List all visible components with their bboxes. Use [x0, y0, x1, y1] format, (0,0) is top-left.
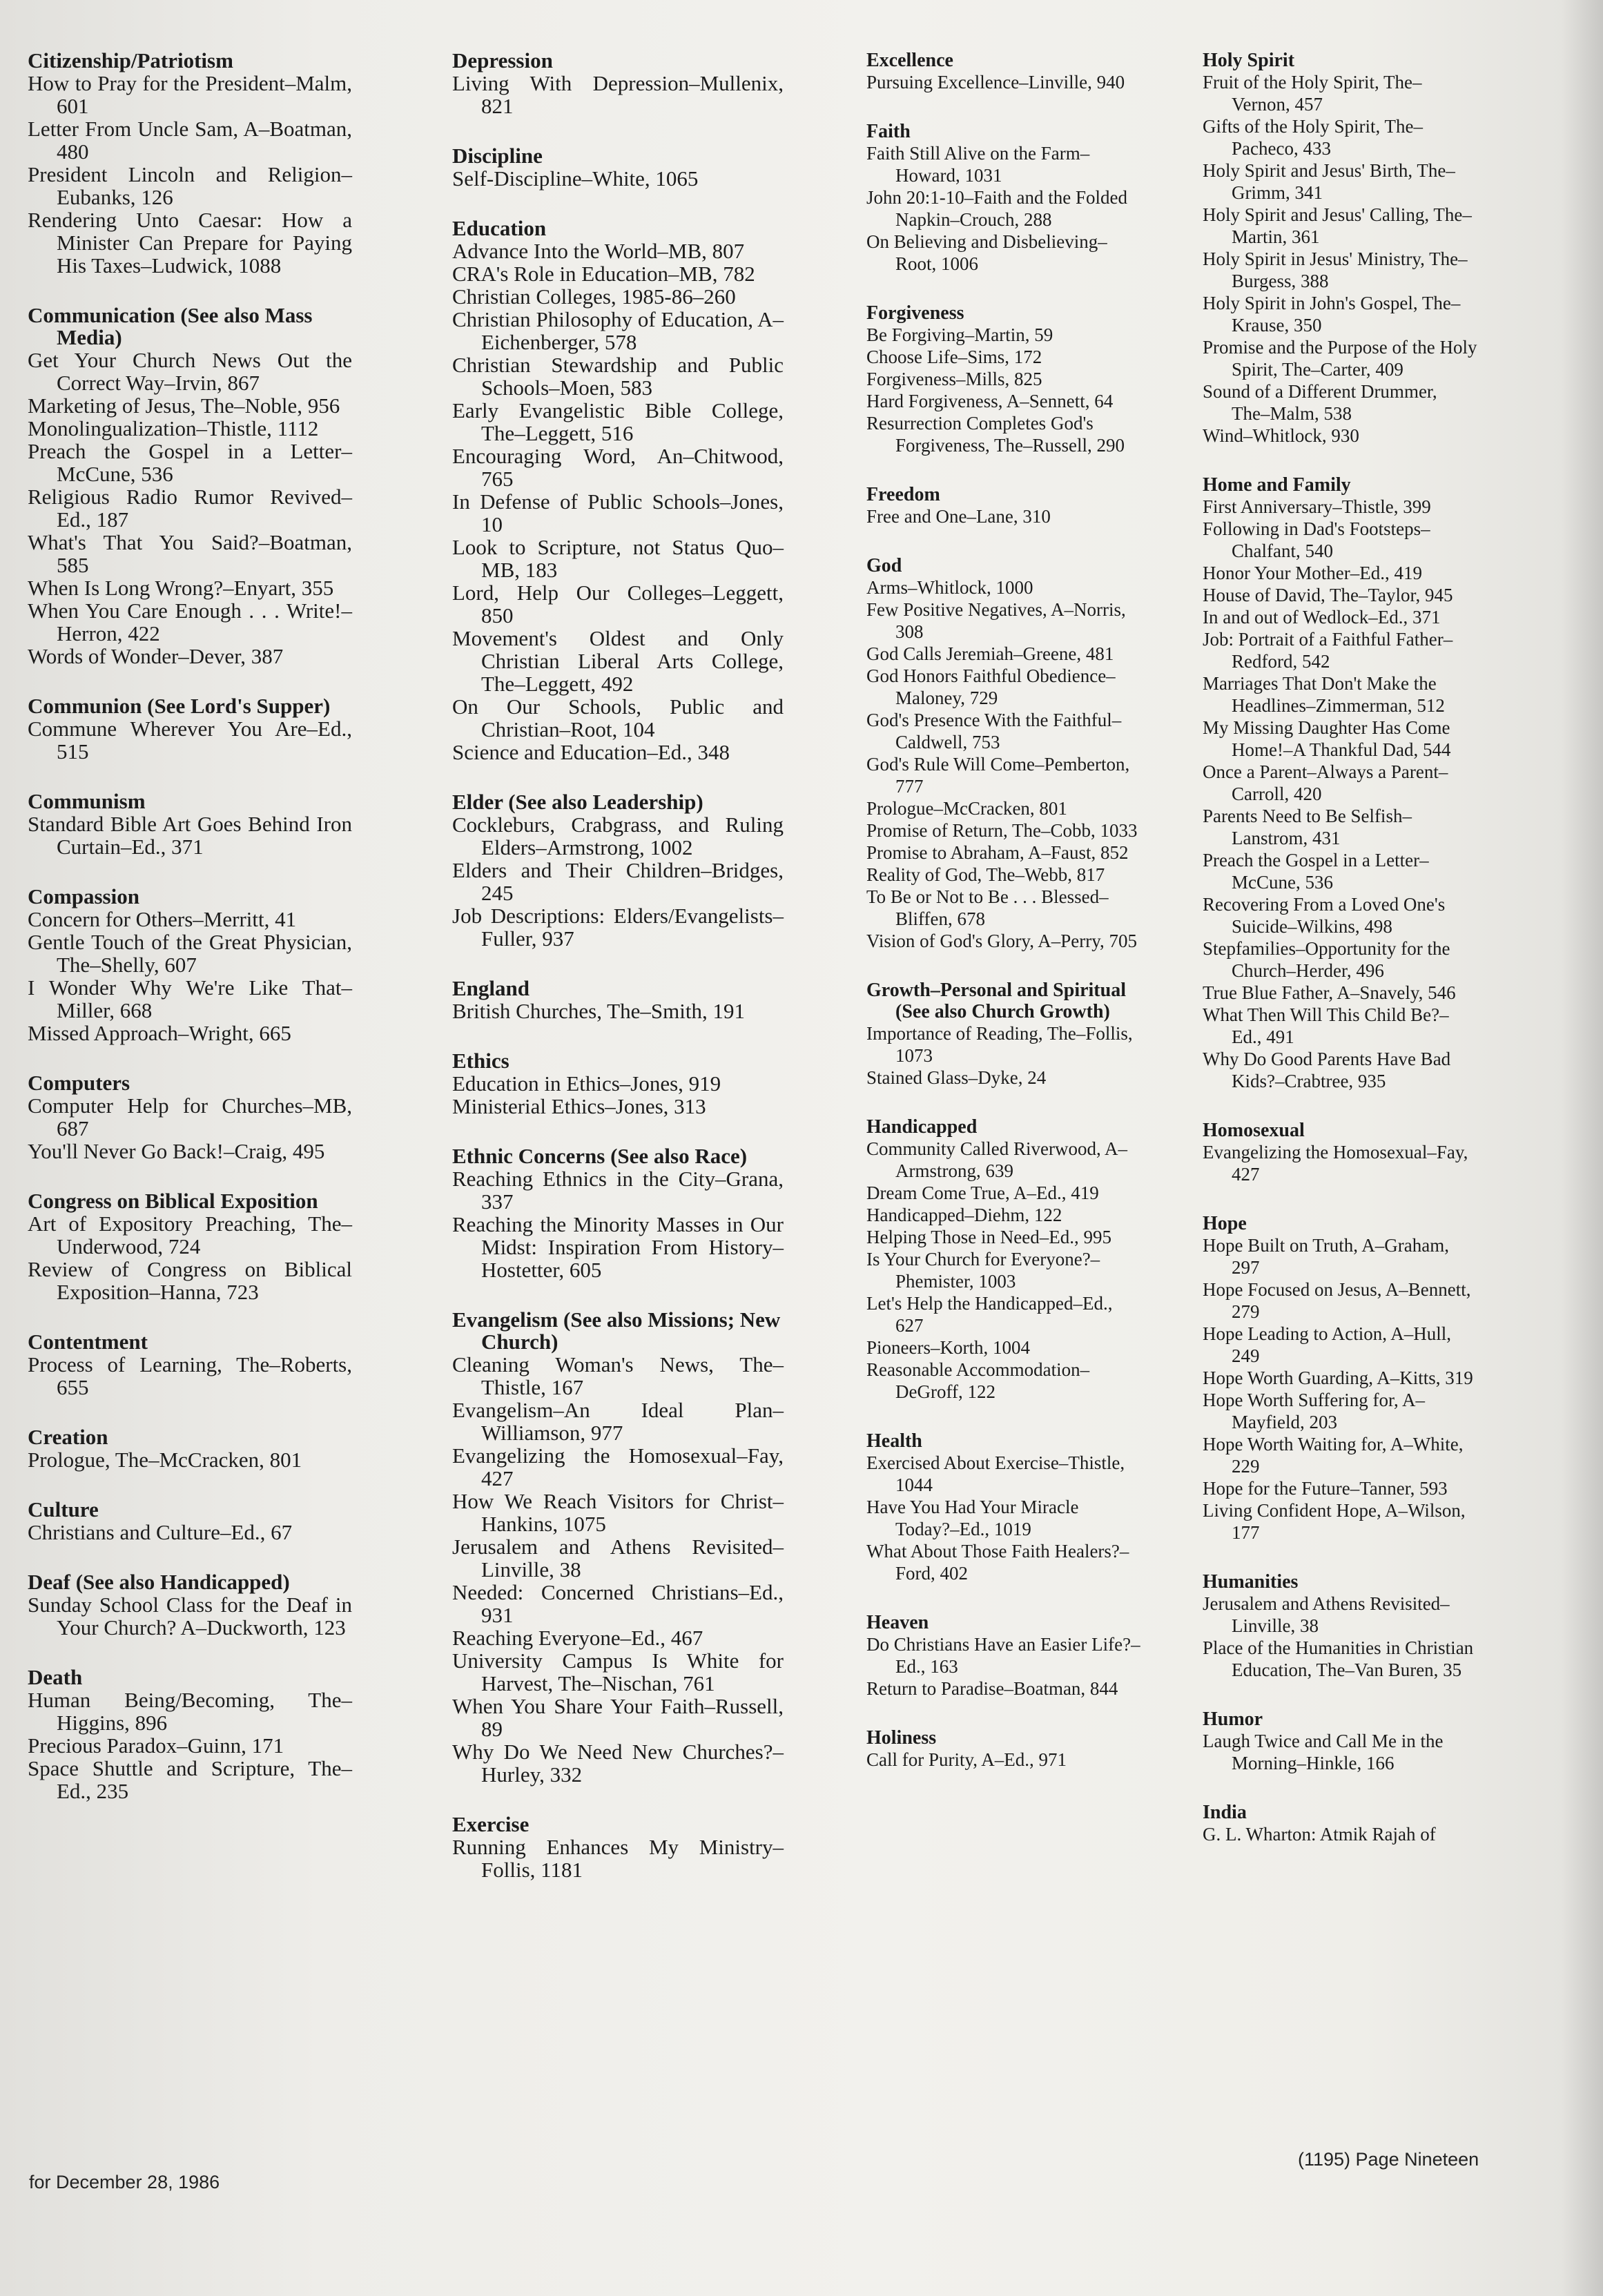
index-section: [1203, 474, 1479, 1092]
index-entry: Words of Wonder–Dever, 387: [28, 644, 284, 668]
index-entry: Following in Dad's Footsteps–Chalfant, 540: [1203, 518, 1430, 561]
index-entry: University Campus Is White for Harvest, The–Nischan, 761: [452, 1648, 784, 1695]
index-section: [452, 1309, 784, 1786]
index-entry: Free and One–Lane, 310: [866, 506, 1051, 527]
section-heading: Home and Family: [1203, 474, 1351, 496]
index-entry: On Our Schools, Public and Christian–Root, 104: [452, 694, 784, 741]
index-section: [28, 886, 352, 1044]
index-section: [28, 790, 352, 858]
index-entry: Review of Congress on Biblical Exposition–Hanna, 723: [28, 1257, 352, 1304]
section-heading: Faith: [866, 121, 911, 142]
page-number: (1195) Page Nineteen: [1298, 2149, 1479, 2170]
index-entry: Promise and the Purpose of the Holy Spirit, The–Carter, 409: [1203, 337, 1477, 380]
index-entry: Wind–Whitlock, 930: [1203, 425, 1359, 446]
index-entry: Call for Purity, A–Ed., 971: [866, 1749, 1067, 1770]
section-heading: Evangelism (See also Missions; New Church): [452, 1307, 781, 1354]
section-heading: India: [1203, 1802, 1247, 1823]
index-section: [28, 1499, 352, 1544]
index-section: [28, 1666, 352, 1802]
index-entry: How We Reach Visitors for Christ–Hankins, 1075: [452, 1489, 784, 1536]
index-entry: Choose Life–Sims, 172: [866, 347, 1042, 367]
index-entry: Arms–Whitlock, 1000: [866, 577, 1033, 598]
index-entry: Standard Bible Art Goes Behind Iron Curtain–Ed., 371: [28, 812, 352, 859]
index-entry: God's Presence With the Faithful–Caldwell, 753: [866, 710, 1122, 752]
index-entry: Reaching Everyone–Ed., 467: [452, 1626, 703, 1650]
index-entry: Promise of Return, The–Cobb, 1033: [866, 820, 1138, 841]
index-entry: When You Care Enough . . . Write!–Herron, 422: [28, 599, 352, 645]
index-entry: Let's Help the Handicapped–Ed., 627: [866, 1293, 1113, 1336]
index-entry: Christian Stewardship and Public Schools–Moen, 583: [452, 353, 784, 400]
index-section: [28, 1190, 352, 1303]
index-entry: Religious Radio Rumor Revived–Ed., 187: [28, 485, 352, 532]
index-entry: Commune Wherever You Are–Ed., 515: [28, 717, 352, 763]
index-section: [1203, 1213, 1479, 1544]
page-edge-shadow: [1562, 0, 1603, 2296]
section-heading: Death: [28, 1665, 83, 1689]
section-heading: Health: [866, 1430, 922, 1452]
index-entry: Missed Approach–Wright, 665: [28, 1021, 291, 1045]
section-heading: Holiness: [866, 1727, 937, 1749]
section-heading: Contentment: [28, 1330, 148, 1354]
index-entry: Handicapped–Diehm, 122: [866, 1205, 1062, 1225]
index-entry: Holy Spirit and Jesus' Birth, The–Grimm, 341: [1203, 160, 1455, 203]
index-entry: How to Pray for the President–Malm, 601: [28, 71, 352, 118]
index-entry: Holy Spirit and Jesus' Calling, The–Martin, 361: [1203, 204, 1472, 247]
index-section: [866, 1727, 1143, 1771]
index-section: [452, 1145, 784, 1281]
index-entry: Living With Depression–Mullenix, 821: [452, 71, 784, 118]
section-heading: Forgiveness: [866, 302, 964, 324]
index-section: [28, 695, 352, 763]
index-entry: Hope Worth Suffering for, A–Mayfield, 203: [1203, 1390, 1425, 1432]
section-heading: Citizenship/Patriotism: [28, 48, 233, 72]
section-heading: Compassion: [28, 884, 139, 908]
index-entry: God Honors Faithful Obedience–Maloney, 729: [866, 665, 1116, 708]
index-entry: Prologue, The–McCracken, 801: [28, 1448, 302, 1472]
index-entry: What About Those Faith Healers?–Ford, 402: [866, 1541, 1129, 1584]
index-entry: Gentle Touch of the Great Physician, The–Shelly, 607: [28, 930, 352, 977]
index-entry: Look to Scripture, not Status Quo–MB, 183: [452, 535, 784, 582]
index-section: [28, 304, 352, 668]
index-entry: British Churches, The–Smith, 191: [452, 999, 745, 1023]
index-entry: Helping Those in Need–Ed., 995: [866, 1227, 1111, 1247]
index-entry: Hope Worth Waiting for, A–White, 229: [1203, 1434, 1464, 1477]
index-entry: Letter From Uncle Sam, A–Boatman, 480: [28, 117, 352, 164]
index-section: [866, 50, 1143, 93]
section-heading: Homosexual: [1203, 1120, 1305, 1141]
index-section: [866, 1116, 1143, 1403]
index-section: [28, 1072, 352, 1162]
index-section: [1203, 1709, 1479, 1774]
index-entry: Job: Portrait of a Faithful Father–Redford, 542: [1203, 629, 1453, 672]
index-entry: Ministerial Ethics–Jones, 313: [452, 1094, 706, 1118]
section-heading: Handicapped: [866, 1116, 978, 1138]
index-entry: Sunday School Class for the Deaf in Your Church? A–Duckworth, 123: [28, 1593, 352, 1640]
index-entry: Hope Leading to Action, A–Hull, 249: [1203, 1323, 1451, 1366]
index-entry: Is Your Church for Everyone?–Phemister, 1003: [866, 1249, 1100, 1292]
index-entry: Self-Discipline–White, 1065: [452, 166, 699, 191]
index-entry: Encouraging Word, An–Chitwood, 765: [452, 444, 784, 491]
index-entry: Faith Still Alive on the Farm–Howard, 1031: [866, 143, 1090, 186]
index-entry: Stained Glass–Dyke, 24: [866, 1067, 1047, 1088]
index-entry: Place of the Humanities in Christian Education, The–Van Buren, 35: [1203, 1637, 1474, 1680]
index-entry: Evangelizing the Homosexual–Fay, 427: [1203, 1142, 1468, 1185]
index-entry: When Is Long Wrong?–Enyart, 355: [28, 576, 334, 600]
index-entry: Process of Learning, The–Roberts, 655: [28, 1352, 352, 1399]
index-section: [1203, 1120, 1479, 1185]
section-heading: Creation: [28, 1425, 108, 1449]
index-entry: Education in Ethics–Jones, 919: [452, 1071, 721, 1096]
index-section: [866, 121, 1143, 275]
section-heading: Computers: [28, 1071, 130, 1095]
index-section: [866, 302, 1143, 456]
index-entry: Computer Help for Churches–MB, 687: [28, 1093, 352, 1140]
index-entry: Promise to Abraham, A–Faust, 852: [866, 842, 1129, 863]
index-entry: Science and Education–Ed., 348: [452, 740, 730, 764]
index-entry: I Wonder Why We're Like That–Miller, 668: [28, 975, 352, 1022]
index-entry: CRA's Role in Education–MB, 782: [452, 262, 755, 286]
index-entry: On Believing and Disbelieving–Root, 1006: [866, 231, 1107, 274]
index-entry: Running Enhances My Ministry–Follis, 1181: [452, 1835, 784, 1882]
index-entry: Vision of God's Glory, A–Perry, 705: [866, 931, 1137, 951]
index-entry: Dream Come True, A–Ed., 419: [866, 1183, 1099, 1203]
index-entry: Preach the Gospel in a Letter–McCune, 536: [28, 439, 352, 486]
index-section: [28, 1331, 352, 1399]
index-section: [28, 1571, 352, 1639]
index-entry: Concern for Others–Merritt, 41: [28, 907, 297, 931]
index-entry: What's That You Said?–Boatman, 585: [28, 530, 352, 577]
index-entry: Have You Had Your Miracle Today?–Ed., 1019: [866, 1497, 1079, 1539]
index-entry: Preach the Gospel in a Letter–McCune, 536: [1203, 850, 1429, 893]
index-entry: Exercised About Exercise–Thistle, 1044: [866, 1452, 1125, 1495]
index-section: [452, 1050, 784, 1118]
index-entry: What Then Will This Child Be?–Ed., 491: [1203, 1004, 1449, 1047]
index-entry: Rendering Unto Caesar: How a Minister Can Prepare for Paying His Taxes–Ludwick, 1088: [28, 208, 352, 278]
index-entry: Once a Parent–Always a Parent–Carroll, 420: [1203, 761, 1448, 804]
index-entry: Hope Focused on Jesus, A–Bennett, 279: [1203, 1279, 1471, 1322]
section-heading: England: [452, 976, 530, 1000]
index-entry: Jerusalem and Athens Revisited–Linville, 38: [1203, 1593, 1450, 1636]
index-entry: Importance of Reading, The–Follis, 1073: [866, 1023, 1133, 1066]
index-entry: You'll Never Go Back!–Craig, 495: [28, 1139, 325, 1163]
index-entry: When You Share Your Faith–Russell, 89: [452, 1694, 784, 1741]
section-heading: Depression: [452, 48, 553, 72]
section-heading: Freedom: [866, 484, 940, 505]
index-section: [28, 50, 352, 277]
index-entry: Marriages That Don't Make the Headlines–Zimmerman, 512: [1203, 673, 1445, 716]
index-entry: Be Forgiving–Martin, 59: [866, 324, 1053, 345]
index-entry: Parents Need to Be Selfish–Lanstrom, 431: [1203, 806, 1412, 848]
index-entry: Gifts of the Holy Spirit, The–Pacheco, 433: [1203, 116, 1423, 159]
index-entry: Needed: Concerned Christians–Ed., 931: [452, 1580, 784, 1627]
index-entry: Space Shuttle and Scripture, The–Ed., 235: [28, 1756, 352, 1803]
section-heading: Ethics: [452, 1049, 509, 1073]
index-entry: God's Rule Will Come–Pemberton, 777: [866, 754, 1130, 797]
index-entry: Laugh Twice and Call Me in the Morning–Hinkle, 166: [1203, 1731, 1444, 1773]
index-entry: Christians and Culture–Ed., 67: [28, 1520, 293, 1544]
index-entry: Jerusalem and Athens Revisited–Linville, 38: [452, 1535, 784, 1582]
index-column-4: [1203, 50, 1479, 1873]
index-entry: Sound of a Different Drummer, The–Malm, 538: [1203, 381, 1437, 424]
index-entry: God Calls Jeremiah–Greene, 481: [866, 643, 1114, 664]
index-entry: Few Positive Negatives, A–Norris, 308: [866, 599, 1126, 642]
index-section: [866, 555, 1143, 952]
index-entry: Monolingualization–Thistle, 1112: [28, 416, 319, 440]
issue-date: for December 28, 1986: [29, 2172, 220, 2192]
index-entry: In Defense of Public Schools–Jones, 10: [452, 489, 784, 536]
index-entry: Christian Philosophy of Education, A–Eichenberger, 578: [452, 307, 784, 354]
section-heading: Education: [452, 216, 547, 240]
index-entry: Why Do We Need New Churches?–Hurley, 332: [452, 1740, 784, 1787]
index-entry: Cleaning Woman's News, The–Thistle, 167: [452, 1352, 784, 1399]
index-column-1: [28, 50, 352, 1830]
index-entry: Cockleburs, Crabgrass, and Ruling Elders–Armstrong, 1002: [452, 813, 784, 859]
index-entry: True Blue Father, A–Snavely, 546: [1203, 982, 1456, 1003]
index-entry: Holy Spirit in John's Gospel, The–Krause, 350: [1203, 293, 1461, 335]
index-entry: Early Evangelistic Bible College, The–Leggett, 516: [452, 398, 784, 445]
index-entry: John 20:1-10–Faith and the Folded Napkin–Crouch, 288: [866, 187, 1127, 230]
index-entry: Forgiveness–Mills, 825: [866, 369, 1042, 389]
index-section: [1203, 50, 1479, 447]
index-entry: Honor Your Mother–Ed., 419: [1203, 563, 1423, 583]
section-heading: Congress on Biblical Exposition: [28, 1189, 318, 1213]
index-entry: Elders and Their Children–Bridges, 245: [452, 858, 784, 905]
section-heading: Excellence: [866, 50, 953, 71]
section-heading: Ethnic Concerns (See also Race): [452, 1144, 748, 1168]
section-heading: Communication (See also Mass Media): [28, 303, 313, 349]
index-section: [452, 217, 784, 763]
index-section: [866, 1612, 1143, 1700]
index-entry: Evangelizing the Homosexual–Fay, 427: [452, 1443, 784, 1490]
index-entry: Get Your Church News Out the Correct Way–Irvin, 867: [28, 348, 352, 395]
index-entry: Christian Colleges, 1985-86–260: [452, 284, 736, 309]
index-entry: Reasonable Accommodation–DeGroff, 122: [866, 1359, 1090, 1402]
index-entry: Lord, Help Our Colleges–Leggett, 850: [452, 581, 784, 627]
index-section: [866, 1430, 1143, 1584]
index-section: [452, 977, 784, 1022]
section-heading: Heaven: [866, 1612, 929, 1633]
index-entry: Hard Forgiveness, A–Sennett, 64: [866, 391, 1114, 411]
index-entry: Human Being/Becoming, The–Higgins, 896: [28, 1688, 352, 1735]
index-entry: Hope Worth Guarding, A–Kitts, 319: [1203, 1368, 1473, 1388]
section-heading: Exercise: [452, 1812, 530, 1836]
index-section: [28, 1426, 352, 1471]
index-section: [452, 791, 784, 950]
index-section: [452, 1813, 784, 1881]
index-entry: Living Confident Hope, A–Wilson, 177: [1203, 1500, 1466, 1543]
section-heading: Hope: [1203, 1213, 1247, 1234]
index-entry: Return to Paradise–Boatman, 844: [866, 1678, 1118, 1699]
index-entry: Art of Expository Preaching, The–Underwood, 724: [28, 1212, 352, 1258]
index-entry: G. L. Wharton: Atmik Rajah of: [1203, 1824, 1436, 1845]
index-entry: Precious Paradox–Guinn, 171: [28, 1733, 284, 1758]
index-entry: First Anniversary–Thistle, 399: [1203, 496, 1431, 517]
index-entry: Hope Built on Truth, A–Graham, 297: [1203, 1235, 1450, 1278]
section-heading: Elder (See also Leadership): [452, 790, 703, 814]
index-entry: Advance Into the World–MB, 807: [452, 239, 745, 263]
index-section: [1203, 1802, 1479, 1845]
index-entry: My Missing Daughter Has Come Home!–A Thankful Dad, 544: [1203, 717, 1451, 760]
index-entry: Stepfamilies–Opportunity for the Church–Herder, 496: [1203, 938, 1450, 981]
section-heading: Growth–Personal and Spiritual (See also Church Growth): [866, 980, 1126, 1022]
index-entry: Pursuing Excellence–Linville, 940: [866, 72, 1125, 93]
index-entry: Reality of God, The–Webb, 817: [866, 864, 1105, 885]
index-column-2: [452, 50, 784, 1909]
section-heading: Deaf (See also Handicapped): [28, 1570, 290, 1594]
index-entry: Reaching Ethnics in the City–Grana, 337: [452, 1167, 784, 1214]
index-entry: Marketing of Jesus, The–Noble, 956: [28, 393, 340, 418]
index-entry: In and out of Wedlock–Ed., 371: [1203, 607, 1441, 627]
section-heading: Discipline: [452, 144, 543, 168]
index-entry: Reaching the Minority Masses in Our Midst: Inspiration From History–Hostetter, 605: [452, 1212, 784, 1282]
index-section: [452, 145, 784, 190]
section-heading: Culture: [28, 1497, 99, 1521]
index-entry: Do Christians Have an Easier Life?–Ed., 163: [866, 1634, 1140, 1677]
section-heading: Humor: [1203, 1709, 1263, 1730]
index-section: [1203, 1571, 1479, 1681]
section-heading: Communion (See Lord's Supper): [28, 694, 331, 718]
index-entry: Job Descriptions: Elders/Evangelists–Fuller, 937: [452, 904, 784, 951]
index-entry: Community Called Riverwood, A–Armstrong, 639: [866, 1138, 1127, 1181]
section-heading: God: [866, 555, 902, 576]
section-heading: Humanities: [1203, 1571, 1299, 1593]
index-entry: Hope for the Future–Tanner, 593: [1203, 1478, 1448, 1499]
index-entry: Pioneers–Korth, 1004: [866, 1337, 1030, 1358]
index-entry: Fruit of the Holy Spirit, The–Vernon, 457: [1203, 72, 1422, 115]
index-entry: House of David, The–Taylor, 945: [1203, 585, 1453, 605]
index-section: [452, 50, 784, 117]
index-entry: Resurrection Completes God's Forgiveness, The–Russell, 290: [866, 413, 1125, 456]
index-entry: To Be or Not to Be . . . Blessed–Bliffen, 678: [866, 886, 1109, 929]
index-section: [866, 484, 1143, 527]
index-entry: Holy Spirit in Jesus' Ministry, The–Burgess, 388: [1203, 249, 1468, 291]
index-section: [866, 980, 1143, 1089]
index-entry: Movement's Oldest and Only Christian Liberal Arts College, The–Leggett, 492: [452, 626, 784, 696]
index-entry: President Lincoln and Religion–Eubanks, 126: [28, 162, 352, 209]
index-entry: Evangelism–An Ideal Plan–Williamson, 977: [452, 1398, 784, 1445]
index-entry: Why Do Good Parents Have Bad Kids?–Crabtree, 935: [1203, 1049, 1451, 1091]
index-entry: Recovering From a Loved One's Suicide–Wilkins, 498: [1203, 894, 1446, 937]
index-entry: Prologue–McCracken, 801: [866, 798, 1067, 819]
section-heading: Communism: [28, 789, 146, 813]
section-heading: Holy Spirit: [1203, 50, 1295, 71]
index-column-3: [866, 50, 1143, 1798]
